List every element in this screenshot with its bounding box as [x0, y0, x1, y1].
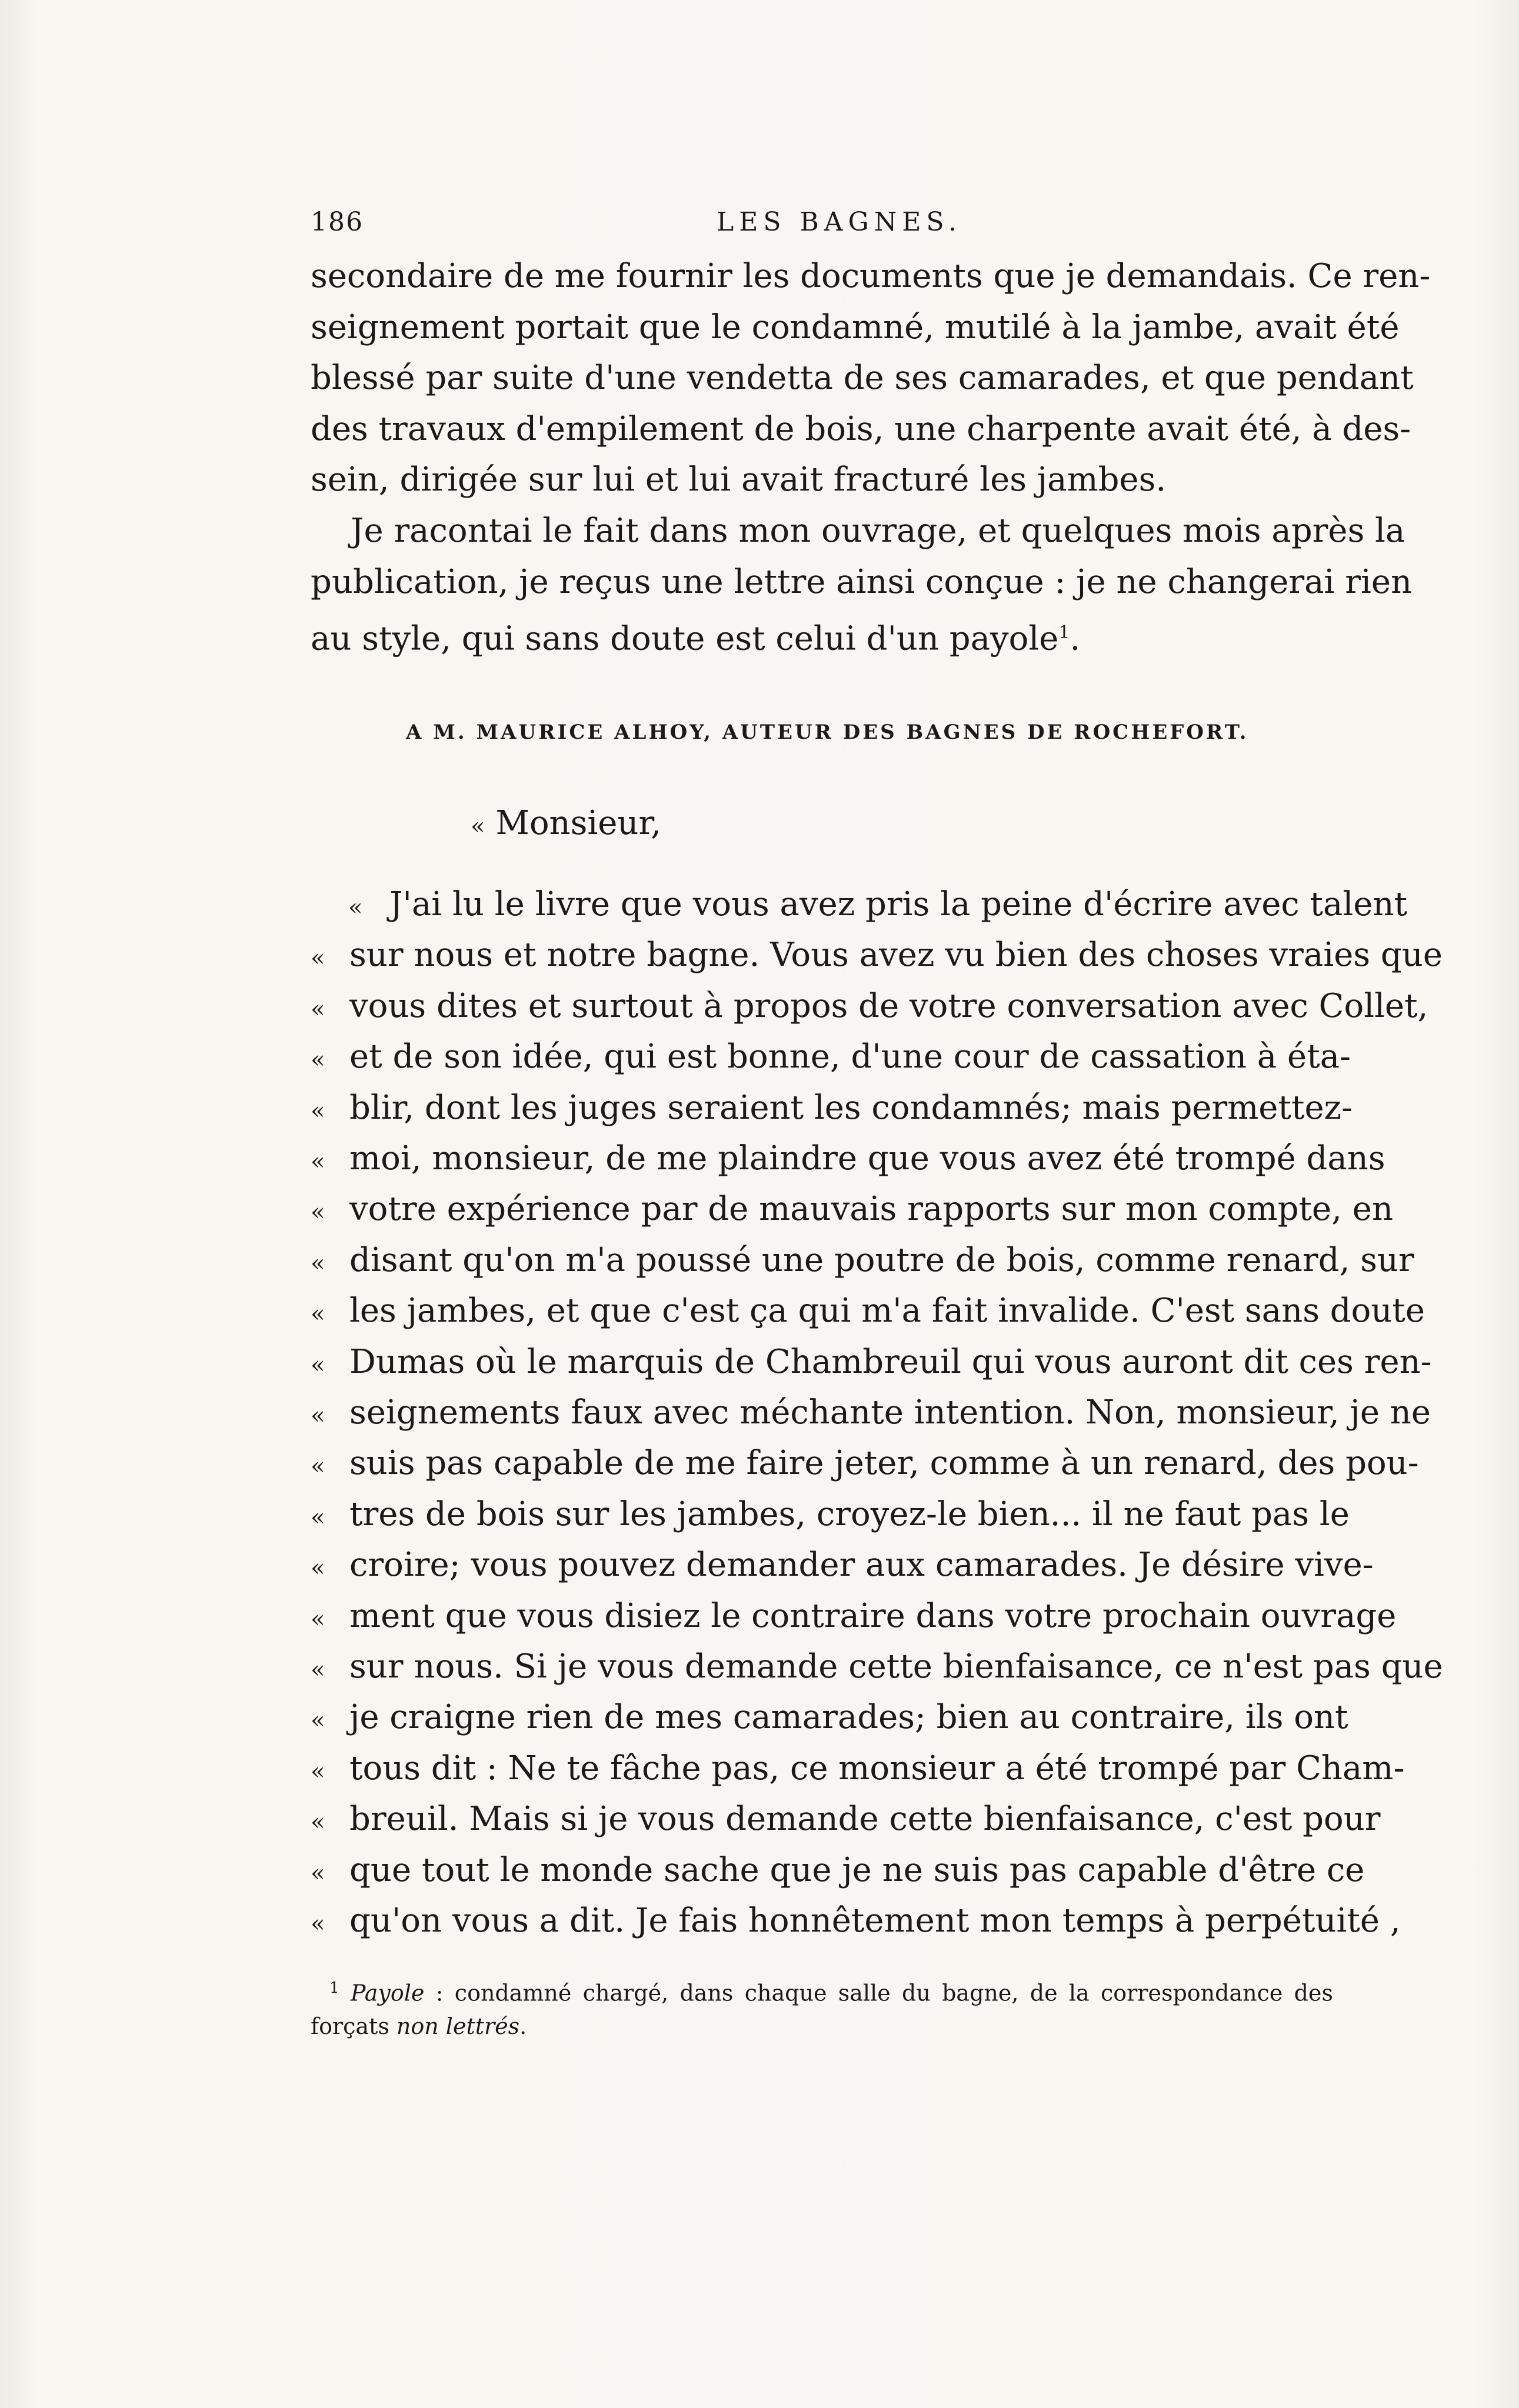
letter-line-text: blir, dont les juges seraient les condamnés; mais permettez- [349, 1088, 1353, 1127]
text-line: Je racontai le fait dans mon ouvrage, et quelques mois après la [351, 512, 1405, 550]
letter-line [311, 1749, 1405, 1789]
letter-line-text: qu'on vous a dit. Je fais honnêtement mon temps à perpétuité , [349, 1902, 1401, 1940]
quote-mark: « [311, 1910, 325, 1937]
letter-line-text: disant qu'on m'a poussé une poutre de bois, comme renard, sur [349, 1240, 1414, 1279]
letter-line [311, 1698, 1348, 1738]
letter-line [311, 1088, 1353, 1129]
text-line: publication, je reçus une lettre ainsi conçue : je ne changerai rien [311, 562, 1413, 601]
quote-mark: « [311, 1809, 325, 1836]
running-title: LES BAGNES. [717, 207, 962, 237]
letter-line [311, 1139, 1385, 1179]
letter-line-text: votre expérience par de mauvais rapports sur mon compte, en [349, 1190, 1394, 1229]
text-line: seignement portait que le condamné, mutilé à la jambe, avait été [311, 308, 1400, 346]
footnote-text-2-end: . [519, 2013, 527, 2039]
quote-mark: « [348, 894, 363, 921]
quote-mark: « [311, 1555, 325, 1582]
letter-line-text: seignements faux avec méchante intention. Non, monsieur, je ne [349, 1393, 1431, 1432]
quote-mark: « [311, 1453, 325, 1480]
letter-line-text: suis pas capable de me faire jeter, comme à un renard, des pou- [349, 1444, 1419, 1483]
letter-line [311, 1800, 1381, 1840]
quote-mark: « [311, 1249, 325, 1277]
quote-mark: « [311, 1402, 325, 1429]
text-line: blessé par suite d'une vendetta de ses camarades, et que pendant [311, 359, 1414, 397]
letter-line-text: ment que vous disiez le contraire dans votre prochain ouvrage [349, 1596, 1397, 1635]
footnote-text-2-italic: non lettrés [396, 2013, 520, 2039]
letter-line-text: que tout le monde sache que je ne suis pas capable d'être ce [349, 1850, 1365, 1889]
running-header [311, 207, 1333, 242]
text-line: au style, qui sans doute est celui d'un payole$^1$. [311, 619, 1081, 658]
letter-line-text: J'ai lu le livre que vous avez pris la peine d'écrire avec talent [389, 885, 1408, 923]
text-line: secondaire de me fournir les documents que je demandais. Ce ren- [311, 257, 1431, 295]
text-line: sein, dirigée sur lui et lui avait fracturé les jambes. [311, 461, 1167, 499]
quote-mark: « [311, 1605, 325, 1633]
quote-mark: « [311, 1199, 325, 1226]
letter-line-text: tres de bois sur les jambes, croyez-le bien... il ne faut pas le [349, 1495, 1350, 1533]
footnote-text-2: forçats [311, 2013, 397, 2039]
quote-mark: « [311, 1707, 325, 1735]
letter-line [311, 1546, 1374, 1586]
letter-line [311, 1647, 1443, 1687]
letter-address: A M. MAURICE ALHOY, AUTEUR DES BAGNES DE ROCHEFORT. [406, 721, 1249, 744]
letter-line [311, 1850, 1365, 1891]
quote-mark: « [311, 1148, 325, 1175]
letter-line-text: Dumas où le marquis de Chambreuil qui vous auront dit ces ren- [349, 1342, 1432, 1381]
letter-line [311, 1495, 1350, 1535]
letter-line-text: vous dites et surtout à propos de votre conversation avec Collet, [349, 986, 1428, 1025]
footnote-text-1: : condamné chargé, dans chaque salle du bagne, de la correspondance des [424, 1980, 1333, 2006]
footnote-mark: 1 [329, 1979, 339, 1997]
footnote-term: Payole [350, 1980, 425, 2006]
footnote-line-1 [329, 1976, 1333, 2005]
quote-mark: « [471, 813, 485, 840]
letter-line [311, 1240, 1414, 1281]
letter-line [311, 1596, 1397, 1637]
letter-line-text: sur nous. Si je vous demande cette bienfaisance, ce n'est pas que [349, 1647, 1443, 1686]
quote-mark: « [311, 945, 325, 972]
letter-line-text: je craigne rien de mes camarades; bien au contraire, ils ont [349, 1698, 1348, 1737]
letter-line [311, 1038, 1351, 1078]
letter-line [311, 1190, 1394, 1230]
letter-line-text: les jambes, et que c'est ça qui m'a fait invalide. C'est sans doute [349, 1292, 1425, 1330]
quote-mark: « [311, 1300, 325, 1328]
quote-mark: « [311, 1097, 325, 1125]
quote-mark: « [311, 1757, 325, 1785]
page-number: 186 [311, 207, 364, 237]
letter-line [311, 936, 1443, 976]
footnote-line-2 [311, 2015, 1333, 2038]
letter-salutation [471, 806, 661, 844]
letter-line [311, 1292, 1425, 1332]
quote-mark: « [311, 1656, 325, 1683]
quote-mark: « [311, 995, 325, 1023]
footnote-reference: 1 [1058, 622, 1070, 643]
text-line: des travaux d'empilement de bois, une charpente avait été, à des- [311, 409, 1411, 448]
letter-line-text: moi, monsieur, de me plaindre que vous avez été trompé dans [349, 1139, 1385, 1178]
letter-line [311, 1902, 1401, 1942]
letter-line-text: sur nous et notre bagne. Vous avez vu bien des choses vraies que [349, 936, 1443, 975]
quote-mark: « [311, 1046, 325, 1074]
letter-line [311, 1393, 1431, 1433]
salutation-text: Monsieur, [495, 804, 661, 842]
letter-line-text: breuil. Mais si je vous demande cette bienfaisance, c'est pour [349, 1800, 1381, 1839]
letter-line-text: tous dit : Ne te fâche pas, ce monsieur a été trompé par Cham- [349, 1749, 1405, 1787]
letter-line [311, 1444, 1419, 1484]
quote-mark: « [311, 1859, 325, 1887]
letter-line [311, 986, 1428, 1027]
quote-mark: « [311, 1351, 325, 1379]
quote-mark: « [311, 1503, 325, 1531]
letter-line-text: et de son idée, qui est bonne, d'une cour de cassation à éta- [349, 1038, 1351, 1076]
letter-line [311, 885, 1408, 925]
letter-line-text: croire; vous pouvez demander aux camarades. Je désire vive- [349, 1546, 1374, 1585]
text-line-content: au style, qui sans doute est celui d'un payole [311, 619, 1059, 658]
letter-line [311, 1342, 1432, 1383]
